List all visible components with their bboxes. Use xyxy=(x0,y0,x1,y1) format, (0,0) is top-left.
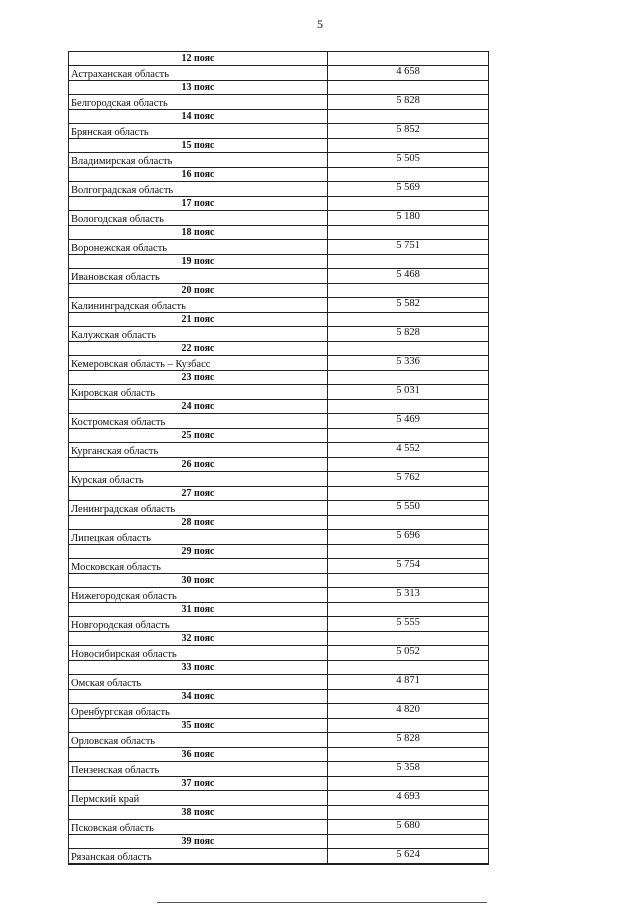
region-row xyxy=(69,472,488,487)
region-value: 4 552 xyxy=(396,443,420,454)
region-name: Пензенская область xyxy=(69,762,328,776)
zone-label: 28 пояс xyxy=(69,516,328,529)
bottom-rule xyxy=(157,902,487,903)
zone-label: 30 пояс xyxy=(69,574,328,587)
region-name: Воронежская область xyxy=(69,240,328,254)
region-row xyxy=(69,182,488,197)
zone-value-cell xyxy=(328,516,488,529)
zone-header-row xyxy=(69,806,488,820)
zone-header-row xyxy=(69,400,488,414)
region-row xyxy=(69,356,488,371)
zone-label: 13 пояс xyxy=(69,81,328,94)
region-name: Белгородская область xyxy=(69,95,328,109)
zone-value-cell xyxy=(328,168,488,181)
region-name: Нижегородская область xyxy=(69,588,328,602)
region-row xyxy=(69,269,488,284)
zone-label: 26 пояс xyxy=(69,458,328,471)
region-row xyxy=(69,820,488,835)
region-row xyxy=(69,791,488,806)
region-row xyxy=(69,530,488,545)
zone-value-cell xyxy=(328,603,488,616)
zone-label: 14 пояс xyxy=(69,110,328,123)
zone-header-row xyxy=(69,313,488,327)
region-name: Московская область xyxy=(69,559,328,573)
zone-value-cell xyxy=(328,197,488,210)
region-name: Новосибирская область xyxy=(69,646,328,660)
zone-value-cell xyxy=(328,748,488,761)
zone-header-row xyxy=(69,139,488,153)
region-name: Новгородская область xyxy=(69,617,328,631)
zone-header-row xyxy=(69,458,488,472)
zone-header-row xyxy=(69,371,488,385)
zone-value-cell xyxy=(328,777,488,790)
zone-header-row xyxy=(69,516,488,530)
region-name: Рязанская область xyxy=(69,849,328,863)
region-row xyxy=(69,675,488,690)
zone-header-row xyxy=(69,255,488,269)
zone-label: 37 пояс xyxy=(69,777,328,790)
zone-value-cell xyxy=(328,110,488,123)
region-row xyxy=(69,385,488,400)
zone-value-cell xyxy=(328,81,488,94)
zone-value-cell xyxy=(328,342,488,355)
zone-header-row xyxy=(69,748,488,762)
zone-header-row xyxy=(69,574,488,588)
zone-value-cell xyxy=(328,226,488,239)
region-value: 5 751 xyxy=(396,240,420,251)
zone-label: 33 пояс xyxy=(69,661,328,674)
region-row xyxy=(69,211,488,226)
zone-header-row xyxy=(69,661,488,675)
zone-header-row xyxy=(69,284,488,298)
zone-header-row xyxy=(69,835,488,849)
region-name: Курская область xyxy=(69,472,328,486)
zone-header-row xyxy=(69,777,488,791)
zone-label: 15 пояс xyxy=(69,139,328,152)
region-value: 5 624 xyxy=(396,849,420,860)
region-name: Калужская область xyxy=(69,327,328,341)
zone-label: 25 пояс xyxy=(69,429,328,442)
region-row xyxy=(69,559,488,574)
zone-label: 35 пояс xyxy=(69,719,328,732)
region-value: 5 828 xyxy=(396,95,420,106)
region-value: 5 582 xyxy=(396,298,420,309)
zone-header-row xyxy=(69,545,488,559)
zone-label: 32 пояс xyxy=(69,632,328,645)
region-value: 5 550 xyxy=(396,501,420,512)
zone-header-row xyxy=(69,342,488,356)
zone-header-row xyxy=(69,81,488,95)
region-row xyxy=(69,762,488,777)
region-value: 5 358 xyxy=(396,762,420,773)
zone-value-cell xyxy=(328,806,488,819)
zone-header-row xyxy=(69,168,488,182)
zone-header-row xyxy=(69,110,488,124)
region-value: 4 871 xyxy=(396,675,420,686)
region-name: Псковская область xyxy=(69,820,328,834)
zone-header-row xyxy=(69,690,488,704)
region-value: 5 569 xyxy=(396,182,420,193)
region-row xyxy=(69,704,488,719)
zone-header-row xyxy=(69,603,488,617)
zone-label: 39 пояс xyxy=(69,835,328,848)
zone-value-cell xyxy=(328,719,488,732)
region-value: 5 031 xyxy=(396,385,420,396)
zone-header-row xyxy=(69,226,488,240)
region-row xyxy=(69,153,488,168)
zone-label: 38 пояс xyxy=(69,806,328,819)
zone-header-row xyxy=(69,719,488,733)
zone-label: 29 пояс xyxy=(69,545,328,558)
zone-label: 20 пояс xyxy=(69,284,328,297)
zone-header-row xyxy=(69,632,488,646)
region-name: Оренбургская область xyxy=(69,704,328,718)
zone-label: 34 пояс xyxy=(69,690,328,703)
region-value: 5 696 xyxy=(396,530,420,541)
zone-header-row xyxy=(69,197,488,211)
zone-value-cell xyxy=(328,139,488,152)
zone-header-row xyxy=(69,487,488,501)
region-value: 5 313 xyxy=(396,588,420,599)
zone-value-cell xyxy=(328,458,488,471)
region-name: Калининградская область xyxy=(69,298,328,312)
zone-value-cell xyxy=(328,574,488,587)
region-row xyxy=(69,240,488,255)
region-value: 4 693 xyxy=(396,791,420,802)
region-row xyxy=(69,95,488,110)
region-row xyxy=(69,501,488,516)
region-row xyxy=(69,66,488,81)
zone-header-row xyxy=(69,52,488,66)
region-value: 5 555 xyxy=(396,617,420,628)
zone-value-cell xyxy=(328,371,488,384)
region-value: 5 505 xyxy=(396,153,420,164)
region-row xyxy=(69,849,488,864)
region-value: 5 852 xyxy=(396,124,420,135)
zone-value-cell xyxy=(328,313,488,326)
region-name: Кемеровская область – Кузбасс xyxy=(69,356,328,370)
region-row xyxy=(69,124,488,139)
zone-label: 16 пояс xyxy=(69,168,328,181)
region-row xyxy=(69,733,488,748)
region-value: 4 658 xyxy=(396,66,420,77)
zone-value-cell xyxy=(328,835,488,848)
region-name: Владимирская область xyxy=(69,153,328,167)
zone-value-cell xyxy=(328,284,488,297)
region-row xyxy=(69,588,488,603)
zone-label: 12 пояс xyxy=(69,52,328,65)
region-name: Костромская область xyxy=(69,414,328,428)
region-value: 5 052 xyxy=(396,646,420,657)
region-name: Пермский край xyxy=(69,791,328,805)
region-value: 5 762 xyxy=(396,472,420,483)
region-row xyxy=(69,327,488,342)
zone-label: 18 пояс xyxy=(69,226,328,239)
zone-label: 21 пояс xyxy=(69,313,328,326)
region-value: 4 820 xyxy=(396,704,420,715)
zone-value-cell xyxy=(328,255,488,268)
zone-label: 27 пояс xyxy=(69,487,328,500)
region-value: 5 680 xyxy=(396,820,420,831)
zone-value-cell xyxy=(328,429,488,442)
region-name: Ивановская область xyxy=(69,269,328,283)
zone-label: 24 пояс xyxy=(69,400,328,413)
region-value: 5 469 xyxy=(396,414,420,425)
zone-header-row xyxy=(69,429,488,443)
region-name: Брянская область xyxy=(69,124,328,138)
region-name: Ленинградская область xyxy=(69,501,328,515)
zone-label: 22 пояс xyxy=(69,342,328,355)
zone-value-cell xyxy=(328,632,488,645)
region-row xyxy=(69,298,488,313)
zone-value-cell xyxy=(328,52,488,65)
zone-label: 19 пояс xyxy=(69,255,328,268)
region-row xyxy=(69,414,488,429)
region-value: 5 754 xyxy=(396,559,420,570)
region-value: 5 828 xyxy=(396,733,420,744)
region-value: 5 180 xyxy=(396,211,420,222)
region-value: 5 336 xyxy=(396,356,420,367)
zone-value-cell xyxy=(328,690,488,703)
region-name: Омская область xyxy=(69,675,328,689)
region-name: Волгоградская область xyxy=(69,182,328,196)
zone-value-cell xyxy=(328,661,488,674)
page-number: 5 xyxy=(317,17,323,31)
region-name: Астраханская область xyxy=(69,66,328,80)
region-value: 5 468 xyxy=(396,269,420,280)
region-value: 5 828 xyxy=(396,327,420,338)
zone-label: 23 пояс xyxy=(69,371,328,384)
region-row xyxy=(69,646,488,661)
zone-value-cell xyxy=(328,545,488,558)
zone-label: 36 пояс xyxy=(69,748,328,761)
zone-value-cell xyxy=(328,400,488,413)
region-name: Липецкая область xyxy=(69,530,328,544)
zone-table xyxy=(68,51,489,865)
zone-label: 31 пояс xyxy=(69,603,328,616)
region-row xyxy=(69,443,488,458)
zone-label: 17 пояс xyxy=(69,197,328,210)
region-name: Вологодская область xyxy=(69,211,328,225)
region-name: Курганская область xyxy=(69,443,328,457)
zone-value-cell xyxy=(328,487,488,500)
region-row xyxy=(69,617,488,632)
region-name: Орловская область xyxy=(69,733,328,747)
region-name: Кировская область xyxy=(69,385,328,399)
